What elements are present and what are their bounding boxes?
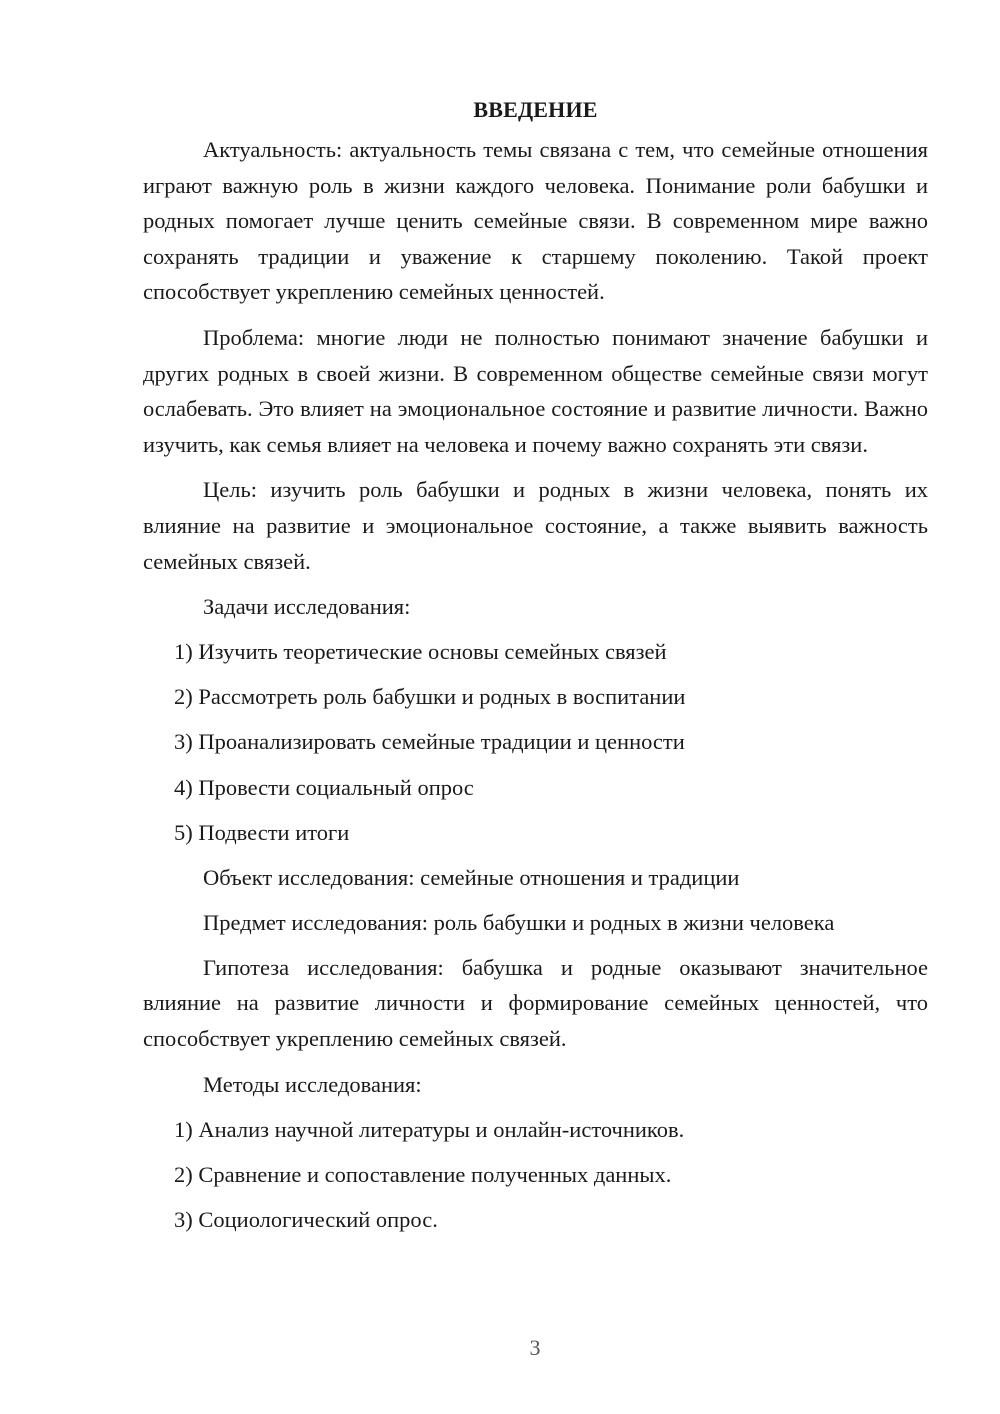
task-item: 5) Подвести итоги <box>174 819 350 845</box>
page-number: 3 <box>529 1335 541 1360</box>
problem-paragraph: Проблема: многие люди не полностью понимают значение бабушки и других родных в своей жизни. В современном обществе семейные связи могут ослабевать. Это влияет на эмоциональное состояние и развитие личности. Важно изучить, как семья влияет на человека и почему важно сохранять эти связи. <box>143 324 928 457</box>
task-item: 4) Провести социальный опрос <box>174 774 474 800</box>
tasks-heading: Задачи исследования: <box>203 594 411 620</box>
method-item: 2) Сравнение и сопоставление полученных данных. <box>174 1161 672 1187</box>
hypothesis-paragraph: Гипотеза исследования: бабушка и родные оказывают значительное влияние на развитие личности и формирование семейных ценностей, что способствует укреплению семейных связей. <box>143 954 928 1052</box>
goal-paragraph: Цель: изучить роль бабушки и родных в жизни человека, понять их влияние на развитие и эмоциональное состояние, а также выявить важность семейных связей. <box>143 477 928 574</box>
section-title: ВВЕДЕНИЕ <box>473 97 598 122</box>
method-item: 3) Социологический опрос. <box>174 1206 438 1232</box>
method-item: 1) Анализ научной литературы и онлайн-источников. <box>174 1116 685 1142</box>
research-object: Объект исследования: семейные отношения и традиции <box>203 864 740 890</box>
task-item: 1) Изучить теоретические основы семейных связей <box>174 639 667 665</box>
document-page <box>143 92 928 1247</box>
methods-list <box>143 1112 928 1238</box>
tasks-list <box>143 634 928 850</box>
relevance-paragraph: Актуальность: актуальность темы связана с тем, что семейные отношения играют важную роль в жизни каждого человека. Понимание роли бабушки и родных помогает лучше ценить семейные связи. В современном мире важно сохранять традиции и уважение к старшему поколению. Такой проект способствует укреплению семейных ценностей. <box>143 137 928 305</box>
task-item: 3) Проанализировать семейные традиции и ценности <box>174 729 685 755</box>
research-subject: Предмет исследования: роль бабушки и родных в жизни человека <box>203 909 835 935</box>
methods-heading: Методы исследования: <box>203 1071 422 1097</box>
task-item: 2) Рассмотреть роль бабушки и родных в воспитании <box>174 684 686 710</box>
